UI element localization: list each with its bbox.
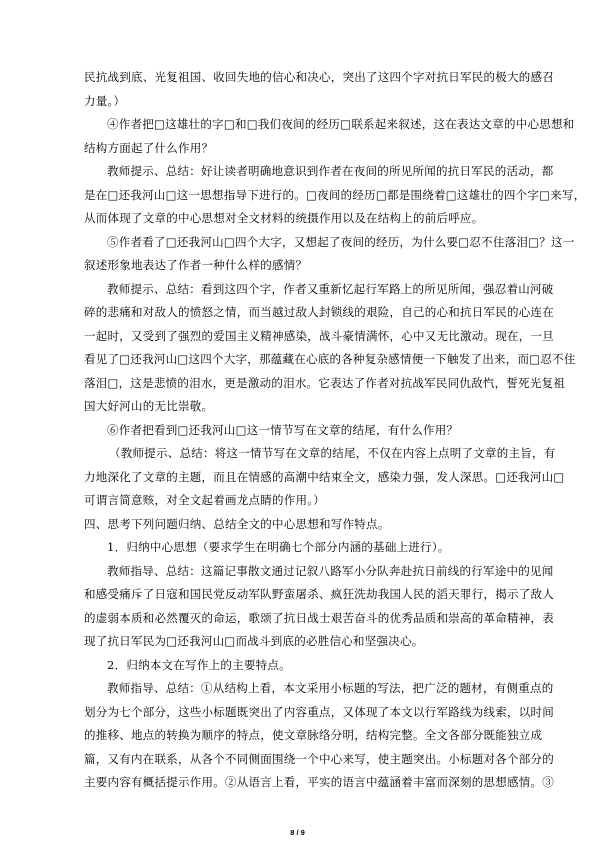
teacher-note: 教师指导、总结：①从结构上看，本文采用小标题的写法，把广泛的题材，有侧重点的 [107, 681, 554, 695]
text-line: 主要内容有概括提示作用。②从语言上看，平实的语言中蕴涵着丰富而深刻的思想感情。③ [84, 775, 554, 789]
text-line: 民抗战到底、光复祖国、收回失地的信心和决心，突出了这四个字对抗日军民的极大的感召 [84, 70, 554, 84]
text-line: 力量。） [84, 93, 126, 108]
question-4: ④作者把□这雄壮的字□和□我们夜间的经历□联系起来叙述，这在表达文章的中心思想和 [107, 117, 575, 131]
text-line: 力地深化了文章的主题，而且在情感的高潮中结束全文，感染力强，发人深思。□还我河山□ [84, 469, 565, 484]
text-line: 看见了□还我河山□这四个大字，那蕴藏在心底的各种复杂感情便一下触发了出来，而□忍不住 [84, 352, 576, 366]
document-body [84, 66, 586, 795]
text-line: 国大好河山的无比崇敬。 [84, 399, 214, 413]
question-5: ⑤作者看了□还我河山□四个大字，又想起了夜间的经历，为什么要□忍不住落泪□？这一 [107, 234, 575, 249]
text-line: 可谓言简意赅，对全文起着画龙点睛的作用。） [84, 493, 325, 507]
text-line: 的虚弱本质和必然覆灭的命运，歌颂了抗日战士艰苦奋斗的优秀品质和崇高的革命精神，表 [84, 610, 554, 625]
text-line: 结构方面起了什么作用？ [84, 140, 214, 155]
teacher-note: 教师提示、总结：看到这四个字，作者又重新忆起行军路上的所见所闻，强忍着山河破 [107, 281, 554, 296]
page-number: 8 / 9 [290, 828, 305, 837]
text-line: 是在□还我河山□这一思想指导下进行的。□夜间的经历□都是围绕着□这雄壮的四个字□来写， [84, 187, 586, 202]
text-line: 现了抗日军民为□还我河山□而战斗到底的必胜信心和坚强决心。 [84, 634, 424, 648]
section-heading: 四、思考下列问题归纳、总结全文的中心思想和写作特点。 [84, 516, 390, 531]
text-line: 划分为七个部分，这些小标题既突出了内容重点，又体现了本文以行军路线为线索，以时间 [84, 704, 554, 719]
question-6: ⑥作者把看到□还我河山□这一情节写在文章的结尾，有什么作用？ [107, 422, 459, 437]
text-line: 的推移、地点的转换为顺序的特点，使文章脉络分明，结构完整。全文各部分既能独立成 [84, 728, 543, 742]
teacher-note: 教师提示、总结：好让读者明确地意识到作者在夜间的所见所闻的抗日军民的活动，都 [107, 164, 554, 178]
text-line: 一起时，又受到了强烈的爱国主义精神感染，战斗豪情满怀，心中又无比激动。现在，一旦 [84, 328, 554, 343]
text-line: 碎的悲痛和对敌人的愤怒之情，而当越过敌人封锁线的艰险，自己的心和抗日军民的心连在 [84, 305, 554, 319]
subsection-heading: 1．归纳中心思想（要求学生在明确七个部分内涵的基础上进行）。 [107, 540, 450, 554]
text-line: 落泪□，这是悲愤的泪水，更是激动的泪水。它表达了作者对抗战军民同仇敌忾，誓死光复祖 [84, 375, 566, 390]
teacher-note: （教师提示、总结：将这一情节写在文章的结尾，不仅在内容上点明了文章的主旨，有 [109, 446, 556, 460]
text-line: 从而体现了文章的中心思想对全文材料的统摄作用以及在结构上的前后呼应。 [84, 211, 484, 225]
teacher-note: 教师指导、总结：这篇记事散文通过记叙八路军小分队奔赴抗日前线的行军途中的见闻 [107, 563, 554, 578]
text-line: 叙述形象地表达了作者一种什么样的感情？ [84, 258, 308, 272]
subsection-heading: 2．归纳本文在写作上的主要特点。 [107, 657, 291, 672]
text-line: 篇，又有内在联系，从各个不同侧面围绕一个中心来写，使主题突出。小标题对各个部分的 [84, 751, 554, 766]
text-line: 和感受痛斥了日寇和国民党反动军队野蛮屠杀、疯狂洗劫我国人民的滔天罪行，揭示了敌人 [84, 587, 554, 601]
